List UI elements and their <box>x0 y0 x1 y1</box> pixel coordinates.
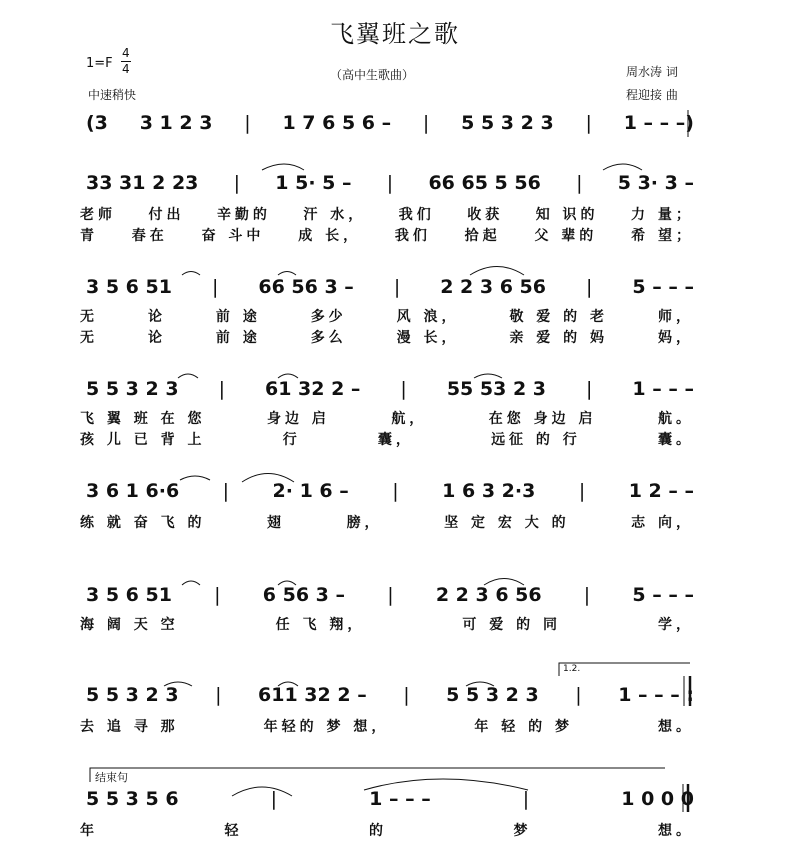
measure-notes: 5 3· 3 – <box>617 172 694 194</box>
barline: | <box>576 172 583 194</box>
measure-notes: 2 2 3 6 56 <box>440 276 546 298</box>
barline: | <box>270 788 278 810</box>
lyric-word: 轻 <box>224 823 243 839</box>
lyric-line <box>80 820 694 840</box>
lyric-word: 任 飞 翔， <box>275 617 366 633</box>
lyric-word: 春在 <box>131 228 168 244</box>
measure-notes: 1 0 0 0 <box>621 788 694 810</box>
barline: | <box>422 112 430 134</box>
measure-notes: 5 5 3 2 3 <box>446 684 539 706</box>
notes-line <box>86 172 694 194</box>
lyric-line <box>80 204 694 224</box>
measure-notes: 5 5 3 2 3 <box>86 378 179 400</box>
lyric-word: 青 <box>80 228 98 244</box>
notes-line <box>86 788 694 810</box>
lyricist-credit: 周水涛 词 <box>626 65 678 79</box>
barline: | <box>233 172 241 194</box>
composer-credit: 程迎接 曲 <box>626 88 678 102</box>
lyric-word: 练 就 奋 飞 的 <box>80 515 206 531</box>
lyric-word: 付出 <box>148 207 185 223</box>
barline: | <box>586 378 593 400</box>
lyric-word: 可 爱 的 同 <box>462 617 561 633</box>
lyric-word: 想。 <box>658 719 694 735</box>
time-signature-top: 4 <box>122 46 130 60</box>
measure-notes: 1 – – –) <box>623 112 694 134</box>
barline: | <box>211 276 219 298</box>
ending-label: 结束句 <box>95 771 128 784</box>
lyric-word: 航， <box>391 411 428 427</box>
measure-notes: 1 – – – : <box>618 684 694 706</box>
barline: | <box>215 684 222 706</box>
lyric-word: 无 <box>80 309 98 325</box>
lyric-word: 前 途 <box>215 330 261 346</box>
measure-notes: 5 – – – <box>632 584 694 606</box>
lyric-word: 亲 爱 的 妈 <box>509 330 609 346</box>
notes-line <box>86 276 694 298</box>
lyric-word: 知 识的 <box>535 207 599 223</box>
lyric-word: 囊， <box>377 432 414 448</box>
lyric-word: 我们 <box>398 207 435 223</box>
lyric-word: 敬 爱 的 老 <box>509 309 609 325</box>
measure-notes: 1 6 3 2·3 <box>442 480 536 502</box>
lyric-word: 师， <box>658 309 694 325</box>
measure-notes: 3 5 6 51 <box>86 276 172 298</box>
barline: | <box>393 276 401 298</box>
lyric-word: 远征 的 行 <box>491 432 581 448</box>
lyric-word: 航。 <box>658 411 694 427</box>
barline: | <box>585 112 592 134</box>
measure-notes: 611 32 2 – <box>258 684 367 706</box>
lyric-word: 风 浪， <box>396 309 460 325</box>
measure-notes: (3 <box>86 112 108 134</box>
measure-notes: 1 5· 5 – <box>275 172 352 194</box>
key-signature: 1=F <box>86 56 113 71</box>
lyric-word: 坚 定 宏 大 的 <box>444 515 570 531</box>
song-subtitle: （高中生歌曲） <box>330 68 415 82</box>
lyric-word: 志 向， <box>631 515 694 531</box>
measure-notes: 1 – – – <box>632 378 694 400</box>
lyric-word: 无 <box>80 330 98 346</box>
lyric-word: 在您 身边 启 <box>488 411 597 427</box>
barline: | <box>222 480 230 502</box>
measure-notes: 55 53 2 3 <box>446 378 546 400</box>
lyric-word: 多少 <box>310 309 347 325</box>
measure-notes: 3 1 2 3 <box>139 112 213 134</box>
lyric-word: 论 <box>147 330 166 346</box>
barline: | <box>403 684 410 706</box>
lyric-word: 年 轻 的 梦 <box>474 719 573 735</box>
lyric-word: 膀， <box>346 515 383 531</box>
measure-notes: 5 5 3 2 3 <box>461 112 554 134</box>
lyric-word: 囊。 <box>658 432 694 448</box>
measure-notes: 3 5 6 51 <box>86 584 172 606</box>
lyric-word: 身边 启 <box>266 411 330 427</box>
measure-notes: 3 6 1 6·6 <box>86 480 180 502</box>
barline: | <box>400 378 407 400</box>
barline: | <box>218 378 225 400</box>
lyric-word: 汗 水， <box>303 207 367 223</box>
lyric-word: 漫 长， <box>396 330 460 346</box>
lyric-word: 父 辈的 <box>534 228 598 244</box>
lyric-line <box>80 716 694 736</box>
barline: | <box>387 584 394 606</box>
measure-notes: 5 – – – <box>632 276 694 298</box>
barline: | <box>586 276 593 298</box>
lyric-word: 孩 儿 已 背 上 <box>80 432 206 448</box>
lyric-word: 的 <box>369 823 387 839</box>
lyric-word: 去 追 寻 那 <box>80 719 179 735</box>
barline: | <box>575 684 582 706</box>
measure-notes: 2 2 3 6 56 <box>435 584 542 606</box>
volta-label: 1.2. <box>563 664 581 674</box>
barline: | <box>522 788 530 810</box>
notes-line <box>86 112 694 134</box>
measure-notes: 2· 1 6 – <box>272 480 349 502</box>
measure-notes: 1 7 6 5 6 – <box>282 112 392 134</box>
measure-notes: 66 56 3 – <box>258 276 354 298</box>
lyric-word: 老师 <box>80 207 116 223</box>
lyric-word: 年轻的 梦 想， <box>263 719 390 735</box>
barline: | <box>386 172 394 194</box>
lyric-word: 年 <box>80 823 98 839</box>
lyric-word: 成 长， <box>298 228 362 244</box>
lyric-line <box>80 306 694 326</box>
lyric-line <box>80 429 694 449</box>
lyric-word: 希 望； <box>631 228 694 244</box>
notes-line <box>86 684 694 706</box>
notes-line <box>86 480 694 502</box>
time-signature-bottom: 4 <box>122 62 130 76</box>
measure-notes: 6 56 3 – <box>262 584 345 606</box>
barline: | <box>214 584 221 606</box>
measure-notes: 33 31 2 23 <box>86 172 199 194</box>
lyric-word: 收获 <box>467 207 504 223</box>
lyric-word: 行 <box>282 432 301 448</box>
lyric-word: 拾起 <box>464 228 501 244</box>
lyric-line <box>80 614 694 634</box>
notes-line <box>86 584 694 606</box>
lyric-word: 梦 <box>513 823 532 839</box>
lyric-line <box>80 327 694 347</box>
lyric-line <box>80 408 694 428</box>
lyric-word: 多么 <box>310 330 347 346</box>
lyric-word: 学， <box>658 617 694 633</box>
lyric-word: 海 阔 天 空 <box>80 617 179 633</box>
measure-notes: 5 5 3 5 6 <box>86 788 179 810</box>
lyric-word: 辛勤的 <box>216 207 271 223</box>
tempo-marking: 中速稍快 <box>88 88 137 102</box>
lyric-line <box>80 225 694 245</box>
barline: | <box>392 480 399 502</box>
lyric-word: 妈， <box>658 330 694 346</box>
measure-notes: 1 2 – – <box>628 480 694 502</box>
song-title: 飞翼班之歌 <box>330 20 460 48</box>
lyric-word: 翅 <box>267 515 286 531</box>
lyric-word: 飞 翼 班 在 您 <box>80 411 206 427</box>
barline: | <box>583 584 591 606</box>
measure-notes: 1 – – – <box>369 788 431 810</box>
lyric-word: 力 量； <box>631 207 694 223</box>
barline: | <box>244 112 251 134</box>
measure-notes: 66 65 5 56 <box>428 172 541 194</box>
measure-notes: 61 32 2 – <box>264 378 361 400</box>
lyric-word: 奋 斗中 <box>201 228 265 244</box>
lyric-word: 我们 <box>394 228 431 244</box>
measure-notes: 5 5 3 2 3 <box>86 684 179 706</box>
lyric-word: 前 途 <box>215 309 261 325</box>
lyric-line <box>80 512 694 532</box>
barline: | <box>578 480 586 502</box>
notes-line <box>86 378 694 400</box>
lyric-word: 论 <box>147 309 166 325</box>
lyric-word: 想。 <box>658 823 694 839</box>
